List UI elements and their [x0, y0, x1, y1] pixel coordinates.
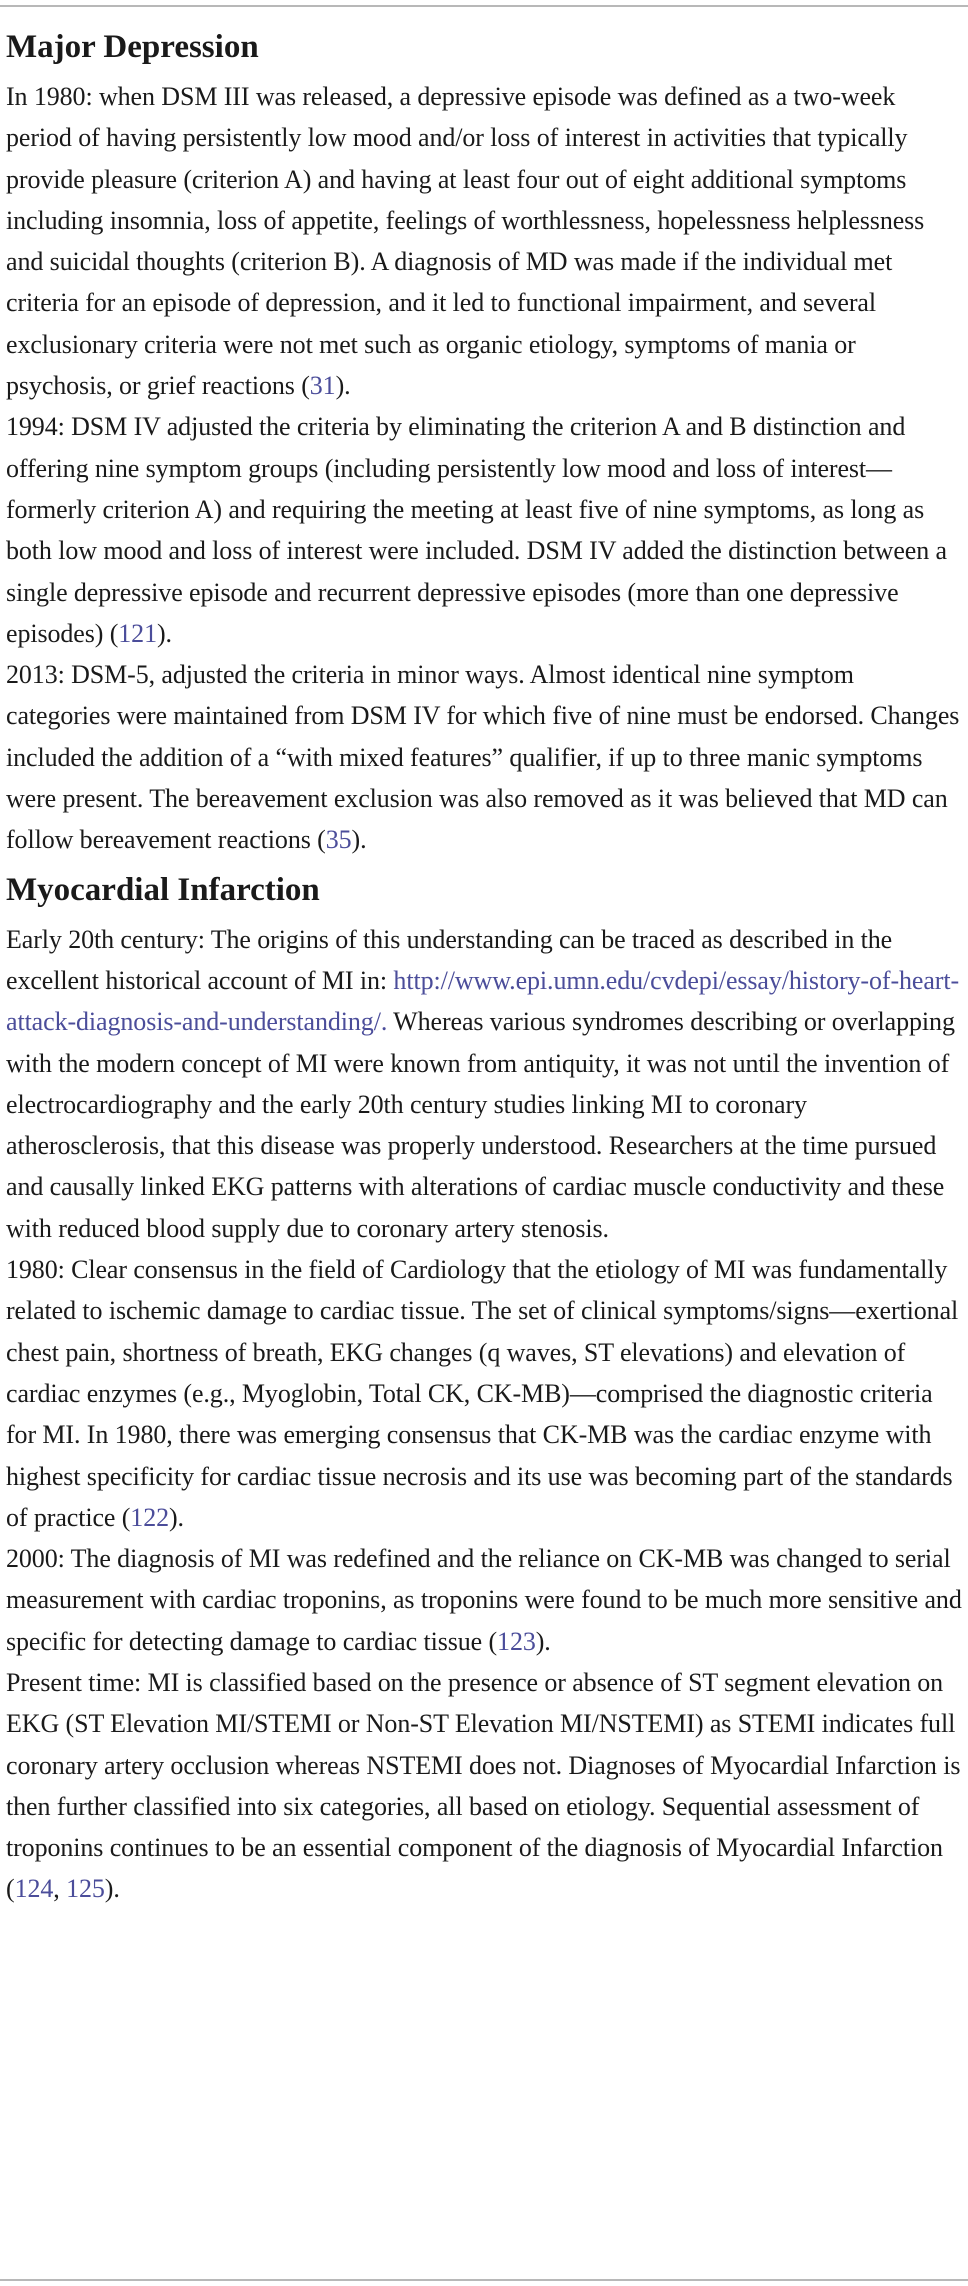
paragraph-1980: 1980: Clear consensus in the field of Cardiology that the etiology of MI was fundamentally related to ischemic damage to cardiac tissue. The set of clinical symptoms/signs—exertional chest pain, shortness of breath, EKG changes (q waves, ST elevations) and elevation of cardiac enzymes (e.g., Myoglobin, Total CK, CK-MB)—comprised the diagnostic criteria for MI. In 1980, there was emerging consensus that CK-MB was the cardiac enzyme with highest specificity for cardiac tissue necrosis and its use was becoming part of the standards of practice (122).: [6, 1255, 959, 1532]
section-myocardial-infarction: [6, 861, 964, 1910]
paragraph-present-time: Present time: MI is classified based on the presence or absence of ST segment elevation on EKG (ST Elevation MI/STEMI or Non-ST Elevation MI/NSTEMI) as STEMI indicates full coronary artery occlusion whereas NSTEMI does not. Diagnoses of Myocardial Infarction is then further classified into six categories, all based on etiology. Sequential assessment of troponins continues to be an essential component of the diagnosis of Myocardial Infarction (124, 125).: [6, 1667, 961, 1904]
citation-link[interactable]: 121: [118, 618, 157, 648]
section-major-depression: [6, 18, 964, 861]
paragraph-early-20th-century: Early 20th century: The origins of this understanding can be traced as described in the excellent historical account of MI in: http://www.epi.umn.edu/cvdepi/essay/history-of-heart-attack-diagnosis-and-understanding/. Whereas various syndromes describing or overlapping with the modern concept of MI were known from antiquity, it was not until the invention of electrocardiography and the early 20th century studies linking MI to coronary atherosclerosis, that this disease was properly understood. Researchers at the time pursued and causally linked EKG patterns with alterations of cardiac muscle conductivity and these with reduced blood supply due to coronary artery stenosis.: [6, 924, 960, 1243]
paragraph-2000: 2000: The diagnosis of MI was redefined and the reliance on CK-MB was changed to serial measurement with cardiac troponins, as troponins were found to be much more sensitive and specific for detecting damage to cardiac tissue (123).: [6, 1544, 962, 1656]
citation-link[interactable]: 124: [14, 1874, 54, 1904]
citation-link[interactable]: 125: [66, 1874, 105, 1904]
paragraph-dsm3: In 1980: when DSM III was released, a depressive episode was defined as a two-week period of having persistently low mood and/or loss of interest in activities that typically provide pleasure (criterion A) and having at least four out of eight additional symptoms including insomnia, loss of appetite, feelings of worthlessness, hopelessness helplessness and suicidal thoughts (criterion B). A diagnosis of MD was made if the individual met criteria for an episode of depression, and it led to functional impairment, and several exclusionary criteria were not met such as organic etiology, symptoms of mania or psychosis, or grief reactions (31).: [6, 82, 925, 401]
bottom-divider: [0, 2279, 968, 2281]
article-body: [6, 18, 964, 1910]
paragraph-dsm5: 2013: DSM-5, adjusted the criteria in minor ways. Almost identical nine symptom categories were maintained from DSM IV for which five of nine must be endorsed. Changes included the addition of a “with mixed features” qualifier, if up to three manic symptoms were present. The bereavement exclusion was also removed as it was believed that MD can follow bereavement reactions (35).: [6, 660, 960, 855]
section-heading: Major Depression: [6, 29, 259, 65]
citation-link[interactable]: 35: [325, 825, 352, 855]
citation-link[interactable]: 122: [130, 1502, 169, 1532]
paragraph-dsm4: 1994: DSM IV adjusted the criteria by eliminating the criterion A and B distinction and offering nine symptom groups (including persistently low mood and loss of interest—formerly criterion A) and requiring the meeting at least five of nine symptoms, as long as both low mood and loss of interest were included. DSM IV added the distinction between a single depressive episode and recurrent depressive episodes (more than one depressive episodes) (121).: [6, 412, 947, 648]
citation-link[interactable]: 123: [497, 1626, 536, 1656]
history-url-link[interactable]: http://www.epi.umn.edu/cvdepi/essay/history-of-heart-attack-diagnosis-and-understanding/.: [6, 965, 960, 1037]
top-divider: [0, 5, 968, 7]
citation-link[interactable]: 31: [309, 371, 336, 401]
section-heading: Myocardial Infarction: [6, 871, 320, 908]
